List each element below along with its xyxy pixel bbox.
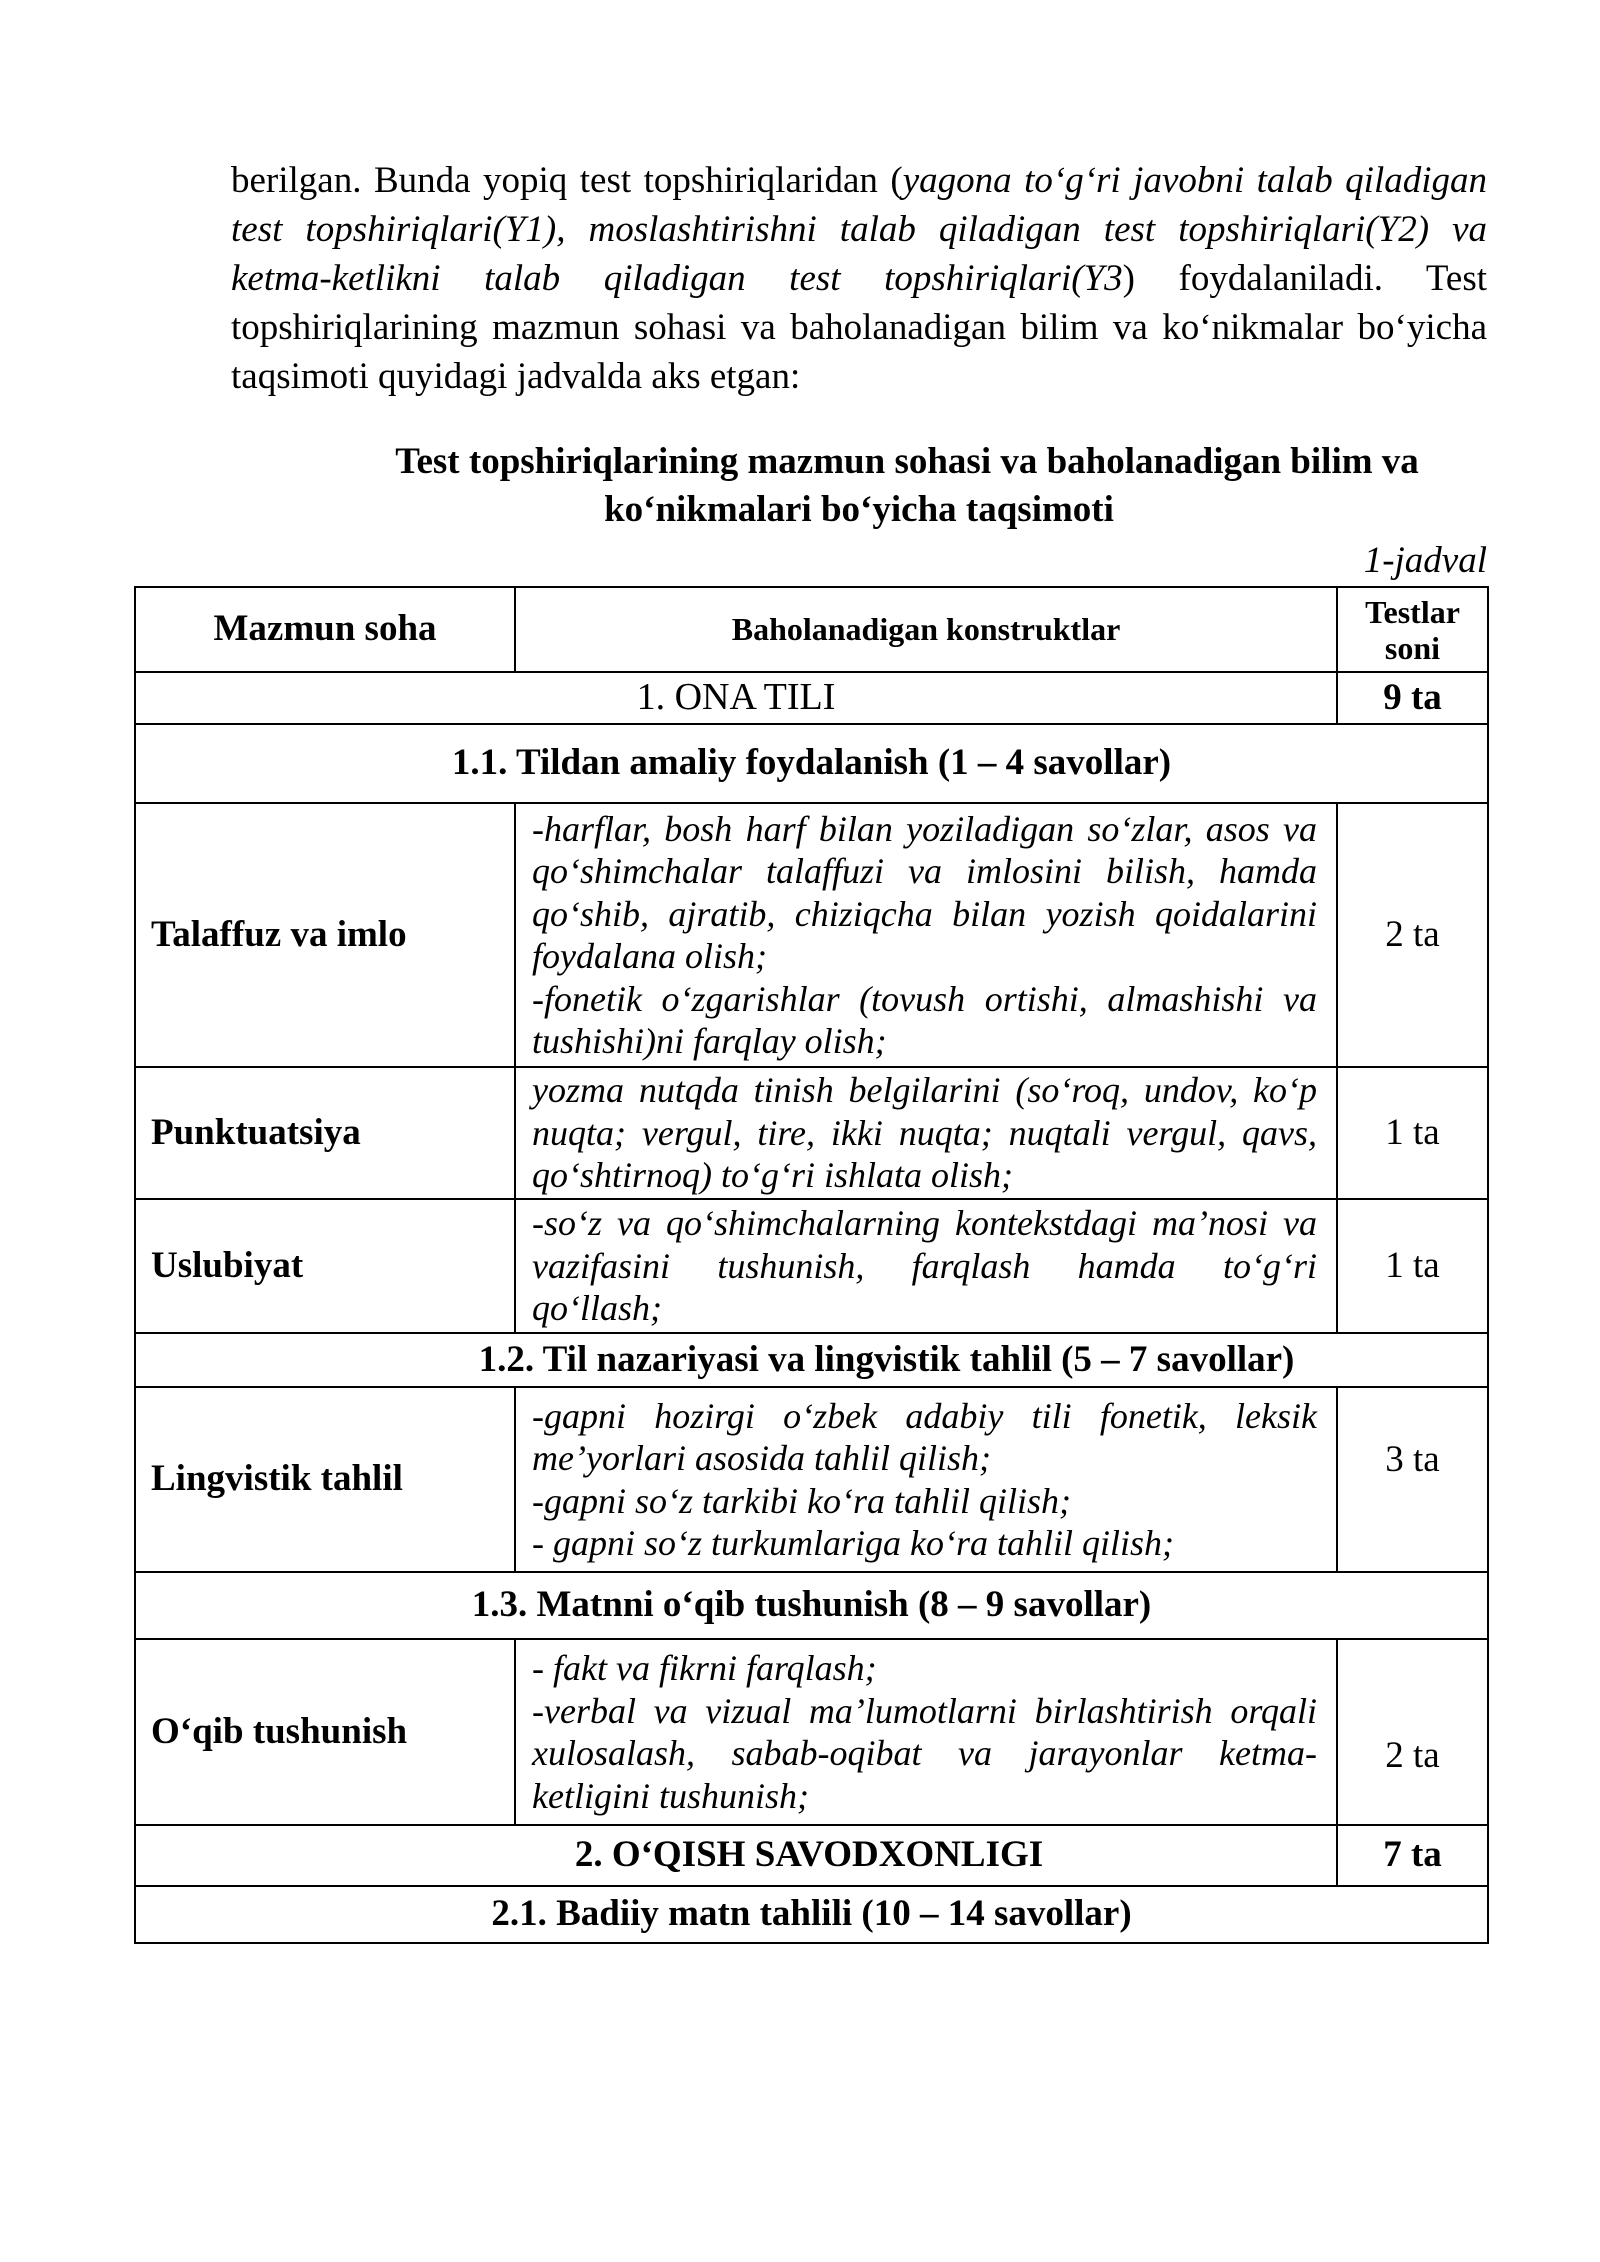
table-row <box>135 1387 1488 1572</box>
construct-line: - fakt va fikrni farqlash; <box>532 1648 877 1688</box>
intro-line <box>231 205 1487 254</box>
subsection-row <box>135 1886 1488 1943</box>
construct-line: nuqta; vergul, tire, ikki nuqta; nuqtali vergul, qavs, <box>532 1112 1317 1153</box>
intro-paragraph <box>231 156 1487 401</box>
table-header-row <box>135 587 1488 672</box>
construct-line: qo‘shtirnoq) to‘g‘ri ishlata olish; <box>532 1155 1014 1196</box>
intro-text: berilgan. Bunda yopiq test topshiriqlaridan ( <box>231 160 903 201</box>
table-row <box>135 1199 1488 1333</box>
count-cell: 2 ta <box>1337 803 1488 1067</box>
construct-line: me’yorlari asosida tahlil qilish; <box>532 1438 991 1478</box>
intro-italic-text: test topshiriqlari(Y1), moslashtirishni talab qiladigan test topshiriqlari(Y2) va <box>231 209 1487 250</box>
constructs-cell <box>515 1067 1337 1199</box>
construct-line: qo‘shimchalar talaffuzi va imlosini bilish, hamda <box>532 851 1317 891</box>
subsection-row <box>135 1572 1488 1639</box>
construct-line: tushishi)ni farqlay olish; <box>532 1021 887 1061</box>
count-cell: 1 ta <box>1337 1067 1488 1199</box>
intro-line <box>231 156 1487 205</box>
header-count: Testlar soni <box>1337 587 1488 672</box>
construct-line: -so‘z va qo‘shimchalarning kontekstdagi ma’nosi va <box>532 1203 1317 1244</box>
construct-line: -verbal va vizual ma’lumotlarni birlashtirish orqali <box>532 1690 1317 1731</box>
table-title <box>231 438 1487 534</box>
part-count: 7 ta <box>1337 1825 1488 1886</box>
intro-line <box>231 352 1487 401</box>
constructs-cell <box>515 803 1337 1067</box>
construct-line: foydalana olish; <box>532 936 767 976</box>
intro-text: taqsimoti quyidagi jadvalda aks etgan: <box>231 356 801 397</box>
table-row <box>135 803 1488 1067</box>
construct-line: -harflar, bosh harf bilan yoziladigan so‘zlar, asos va <box>532 808 1317 849</box>
construct-line: -gapni so‘z tarkibi ko‘ra tahlil qilish; <box>532 1480 1071 1521</box>
part-count: 9 ta <box>1337 672 1488 724</box>
subsection-title: 1.3. Matnni o‘qib tushunish (8 – 9 savollar) <box>135 1572 1488 1639</box>
count-value: 2 ta <box>1385 1734 1440 1776</box>
intro-text: topshiriqlarining mazmun sohasi va baholanadigan bilim va ko‘nikmalar bo‘yicha <box>231 307 1487 348</box>
construct-line: - gapni so‘z turkumlariga ko‘ra tahlil qilish; <box>532 1523 1174 1563</box>
domain-cell: Lingvistik tahlil <box>135 1387 515 1572</box>
table-title-line: ko‘nikmalari bo‘yicha taqsimoti <box>604 489 1114 530</box>
header-constructs: Baholanadigan konstruktlar <box>515 587 1337 672</box>
domain-cell: Uslubiyat <box>135 1199 515 1333</box>
part-row <box>135 672 1488 724</box>
part-row <box>135 1825 1488 1886</box>
subsection-row <box>135 1333 1488 1387</box>
construct-line: -gapni hozirgi o‘zbek adabiy tili fonetik, leksik <box>532 1395 1317 1436</box>
intro-line <box>231 254 1487 303</box>
intro-italic-text: ketma-ketlikni talab qiladigan test topshiriqlari(Y3 <box>231 258 1123 299</box>
part-title: 2. O‘QISH SAVODXONLIGI <box>135 1825 1337 1886</box>
constructs-cell <box>515 1387 1337 1572</box>
part-title: 1. ONA TILI <box>135 672 1337 724</box>
construct-line: vazifasini tushunish, farqlash hamda to‘g‘ri <box>532 1245 1317 1286</box>
intro-italic-text: yagona to‘g‘ri javobni talab qiladigan <box>902 160 1488 201</box>
intro-line <box>231 303 1487 352</box>
domain-cell: Punktuatsiya <box>135 1067 515 1199</box>
construct-line: qo‘shib, ajratib, chiziqcha bilan yozish qoidalarini <box>532 893 1317 934</box>
subsection-title: 2.1. Badiiy matn tahlili (10 – 14 savollar) <box>135 1886 1488 1943</box>
constructs-cell <box>515 1199 1337 1333</box>
construct-line: xulosalash, sabab-oqibat va jarayonlar ketma- <box>532 1733 1317 1773</box>
header-domain: Mazmun soha <box>135 587 515 672</box>
construct-line: yozma nutqda tinish belgilarini (so‘roq, undov, ko‘p <box>532 1070 1317 1111</box>
construct-line: -fonetik o‘zgarishlar (tovush ortishi, almashishi va <box>532 978 1317 1019</box>
table-row <box>135 1067 1488 1199</box>
construct-line: qo‘llash; <box>532 1288 662 1329</box>
intro-text: ) foydalaniladi. Test <box>1122 258 1487 299</box>
count-cell <box>1337 1387 1488 1572</box>
subsection-title: 1.1. Tildan amaliy foydalanish (1 – 4 savollar) <box>135 724 1488 803</box>
count-value: 3 ta <box>1385 1439 1440 1481</box>
constructs-cell <box>515 1639 1337 1825</box>
domain-cell: Talaffuz va imlo <box>135 803 515 1067</box>
table-title-line: Test topshiriqlarining mazmun sohasi va baholanadigan bilim va <box>395 441 1419 482</box>
construct-line: ketligini tushunish; <box>532 1775 809 1816</box>
count-cell: 1 ta <box>1337 1199 1488 1333</box>
subsection-title: 1.2. Til nazariyasi va lingvistik tahlil (5 – 7 savollar) <box>135 1333 1488 1387</box>
count-cell <box>1337 1639 1488 1825</box>
table-number: 1-jadval <box>1363 540 1487 581</box>
domain-cell: O‘qib tushunish <box>135 1639 515 1825</box>
table-row <box>135 1639 1488 1825</box>
distribution-table <box>134 586 1489 1944</box>
subsection-row <box>135 724 1488 803</box>
